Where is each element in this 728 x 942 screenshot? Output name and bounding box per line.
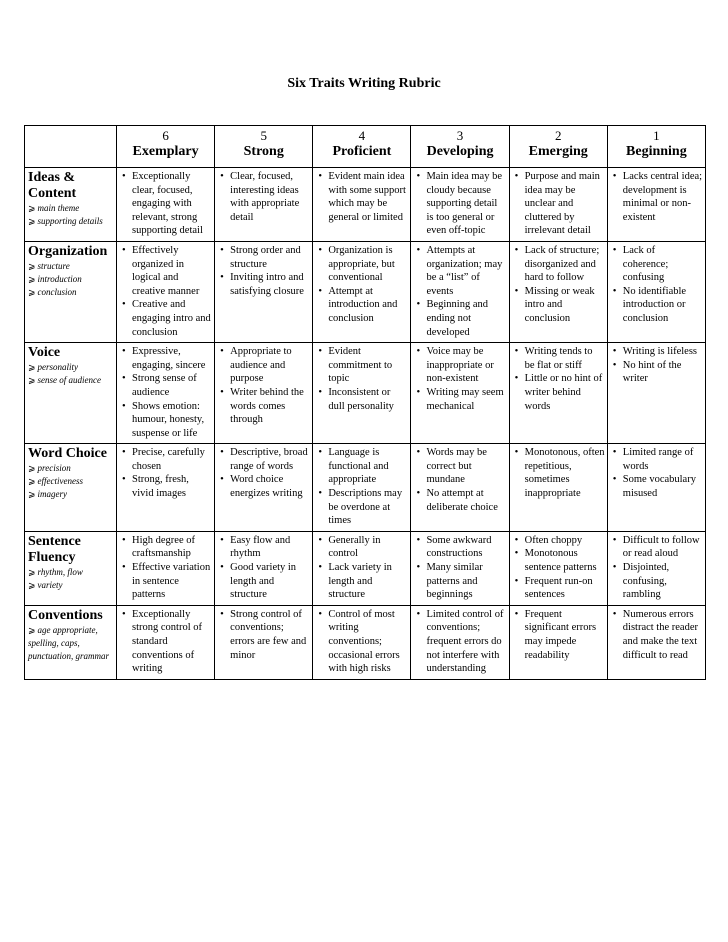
rubric-table <box>24 125 706 680</box>
trait-subtopic <box>28 462 114 475</box>
descriptor-item: • Organization is appropriate, but conventional <box>316 244 408 285</box>
level-header <box>607 126 705 168</box>
descriptor-item: • Main idea may be cloudy because supporting detail is too general or even off-topic <box>414 170 506 238</box>
arrow-bullet-icon: ⩾ <box>28 362 36 373</box>
descriptor-item: • Creative and engaging intro and conclusion <box>120 298 212 339</box>
level-score: 4 <box>358 128 366 143</box>
trait-name: Sentence Fluency <box>28 533 81 565</box>
descriptor-cell <box>607 168 705 242</box>
descriptor-item: • Descriptive, broad range of words <box>218 446 310 473</box>
descriptor-cell <box>215 343 313 444</box>
trait-subtopic <box>28 361 114 374</box>
descriptor-item: • Effectively organized in logical and creative manner <box>120 244 212 298</box>
descriptor-list <box>218 244 310 298</box>
descriptor-item: • Lack variety in length and structure <box>316 561 408 602</box>
descriptor-list <box>414 170 506 238</box>
trait-subtopic <box>28 374 114 387</box>
descriptor-list <box>316 446 408 528</box>
level-label: Emerging <box>528 144 588 159</box>
trait-subtopic-label: personality <box>37 362 79 373</box>
trait-subtopic <box>28 286 114 299</box>
rubric-row <box>25 444 706 532</box>
descriptor-item: • Attempts at organization; may be a “list” of events <box>414 244 506 298</box>
descriptor-list <box>414 446 506 514</box>
descriptor-list <box>611 534 703 602</box>
descriptor-item: • Exceptionally clear, focused, engaging with relevant, strong supporting detail <box>120 170 212 238</box>
descriptor-item: • Lack of coherence; confusing <box>611 244 703 285</box>
trait-name: Conventions <box>28 607 103 623</box>
descriptor-cell <box>215 605 313 679</box>
descriptor-list <box>218 170 310 224</box>
descriptor-cell <box>313 168 411 242</box>
trait-subtopic <box>28 475 114 488</box>
trait-subtopic-label: imagery <box>37 489 68 500</box>
trait-cell <box>25 343 117 444</box>
trait-subtopic-label: introduction <box>37 273 82 284</box>
descriptor-cell <box>607 531 705 605</box>
level-label: Developing <box>426 144 494 159</box>
descriptor-item: • Strong control of conventions; errors are few and minor <box>218 608 310 662</box>
arrow-bullet-icon: ⩾ <box>28 260 36 271</box>
descriptor-list <box>611 446 703 500</box>
descriptor-cell <box>411 343 509 444</box>
level-label: Exemplary <box>132 144 199 159</box>
trait-subtopic <box>28 215 114 228</box>
descriptor-list <box>414 244 506 339</box>
trait-subtopic-label: main theme <box>37 203 80 213</box>
trait-cell <box>25 168 117 242</box>
descriptor-item: • Limited range of words <box>611 446 703 473</box>
descriptor-item: • Descriptions may be overdone at times <box>316 487 408 528</box>
level-header <box>313 126 411 168</box>
level-score: 2 <box>554 128 562 143</box>
trait-subtopic-label: age appropriate, spelling, caps, punctuation, grammar <box>28 624 109 661</box>
descriptor-list <box>513 608 605 662</box>
trait-subtopic-label: supporting details <box>37 216 103 226</box>
descriptor-item: • Language is functional and appropriate <box>316 446 408 487</box>
trait-subtopic-label: sense of audience <box>37 375 102 386</box>
descriptor-item: • Writing is lifeless <box>611 345 703 359</box>
descriptor-cell <box>411 241 509 342</box>
descriptor-list <box>414 608 506 676</box>
descriptor-item: • Difficult to follow or read aloud <box>611 534 703 561</box>
descriptor-list <box>120 534 212 602</box>
trait-subtopic-label: structure <box>37 260 70 271</box>
descriptor-list <box>414 534 506 602</box>
trait-name: Word Choice <box>28 446 107 462</box>
trait-name: Ideas & Content <box>28 170 77 201</box>
descriptor-item: • Precise, carefully chosen <box>120 446 212 473</box>
descriptor-list <box>120 345 212 440</box>
trait-subtopic-label: rhythm, flow <box>37 566 83 577</box>
level-header <box>509 126 607 168</box>
descriptor-item: • Frequent significant errors may impede readability <box>513 608 605 662</box>
descriptor-cell <box>509 168 607 242</box>
descriptor-item: • Inviting intro and satisfying closure <box>218 271 310 298</box>
descriptor-cell <box>607 605 705 679</box>
descriptor-list <box>611 345 703 386</box>
descriptor-item: • Frequent run-on sentences <box>513 575 605 602</box>
descriptor-item: • Missing or weak intro and conclusion <box>513 285 605 326</box>
trait-subtopic <box>28 488 114 501</box>
descriptor-cell <box>117 241 215 342</box>
descriptor-item: • Appropriate to audience and purpose <box>218 345 310 386</box>
level-label: Strong <box>243 144 284 159</box>
descriptor-cell <box>313 444 411 532</box>
descriptor-cell <box>215 444 313 532</box>
trait-cell <box>25 531 117 605</box>
descriptor-cell <box>411 531 509 605</box>
trait-subtopic <box>28 260 114 273</box>
trait-subtopic-label: precision <box>37 463 71 474</box>
arrow-bullet-icon: ⩾ <box>28 579 36 590</box>
arrow-bullet-icon: ⩾ <box>28 216 36 226</box>
rubric-row <box>25 605 706 679</box>
trait-subtopic <box>28 579 114 592</box>
descriptor-cell <box>411 168 509 242</box>
descriptor-cell <box>313 241 411 342</box>
descriptor-item: • Good variety in length and structure <box>218 561 310 602</box>
descriptor-item: • Strong order and structure <box>218 244 310 271</box>
descriptor-cell <box>509 343 607 444</box>
descriptor-cell <box>117 531 215 605</box>
descriptor-item: • Many similar patterns and beginnings <box>414 561 506 602</box>
descriptor-item: • Little or no hint of writer behind words <box>513 372 605 413</box>
trait-subtopic <box>28 273 114 286</box>
descriptor-item: • Lack of structure; disorganized and hard to follow <box>513 244 605 285</box>
descriptor-cell <box>411 605 509 679</box>
descriptor-list <box>316 345 408 413</box>
level-score: 5 <box>260 128 267 143</box>
descriptor-item: • Some awkward constructions <box>414 534 506 561</box>
descriptor-cell <box>509 444 607 532</box>
descriptor-item: • Writing may seem mechanical <box>414 386 506 413</box>
descriptor-list <box>611 244 703 326</box>
descriptor-item: • Beginning and ending not developed <box>414 298 506 339</box>
level-header <box>411 126 509 168</box>
descriptor-list <box>611 608 703 662</box>
descriptor-cell <box>215 241 313 342</box>
descriptor-cell <box>607 241 705 342</box>
descriptor-item: • Disjointed, confusing, rambling <box>611 561 703 602</box>
rubric-row <box>25 531 706 605</box>
descriptor-item: • Writer behind the words comes through <box>218 386 310 427</box>
descriptor-item: • Shows emotion: humour, honesty, suspense or life <box>120 400 212 441</box>
corner-cell <box>25 126 117 168</box>
descriptor-item: • Effective variation in sentence patterns <box>120 561 212 602</box>
level-score: 6 <box>162 128 169 143</box>
level-header <box>215 126 313 168</box>
descriptor-item: • Purpose and main idea may be unclear and cluttered by irrelevant detail <box>513 170 605 238</box>
rubric-row <box>25 343 706 444</box>
level-score: 3 <box>456 128 464 143</box>
descriptor-cell <box>117 168 215 242</box>
arrow-bullet-icon: ⩾ <box>28 476 36 487</box>
descriptor-list <box>513 170 605 238</box>
descriptor-cell <box>313 605 411 679</box>
level-label: Proficient <box>332 144 392 159</box>
descriptor-cell <box>117 343 215 444</box>
descriptor-item: • Attempt at introduction and conclusion <box>316 285 408 326</box>
descriptor-item: • Limited control of conventions; frequent errors do not interfere with understanding <box>414 608 506 676</box>
arrow-bullet-icon: ⩾ <box>28 273 36 284</box>
arrow-bullet-icon: ⩾ <box>28 463 36 474</box>
arrow-bullet-icon: ⩾ <box>28 203 36 213</box>
descriptor-item: • Monotonous sentence patterns <box>513 547 605 574</box>
descriptor-cell <box>215 168 313 242</box>
descriptor-item: • Some vocabulary misused <box>611 473 703 500</box>
descriptor-item: • Numerous errors distract the reader and make the text difficult to read <box>611 608 703 662</box>
descriptor-cell <box>509 241 607 342</box>
descriptor-list <box>120 244 212 339</box>
descriptor-item: • No identifiable introduction or conclusion <box>611 285 703 326</box>
trait-cell <box>25 605 117 679</box>
descriptor-list <box>120 608 212 676</box>
descriptor-list <box>316 608 408 676</box>
descriptor-list <box>218 608 310 662</box>
descriptor-item: • Lacks central idea; development is minimal or non-existent <box>611 170 703 224</box>
descriptor-list <box>120 446 212 500</box>
page-title: Six Traits Writing Rubric <box>287 76 441 91</box>
descriptor-list <box>316 244 408 326</box>
descriptor-item: • Control of most writing conventions; occasional errors with high risks <box>316 608 408 676</box>
descriptor-cell <box>607 444 705 532</box>
descriptor-item: • Inconsistent or dull personality <box>316 386 408 413</box>
descriptor-cell <box>509 605 607 679</box>
descriptor-item: • Generally in control <box>316 534 408 561</box>
descriptor-item: • Often choppy <box>513 534 605 548</box>
arrow-bullet-icon: ⩾ <box>28 489 36 500</box>
trait-subtopic-label: conclusion <box>37 286 77 297</box>
descriptor-cell <box>313 343 411 444</box>
descriptor-item: • Voice may be inappropriate or non-existent <box>414 345 506 386</box>
descriptor-cell <box>411 444 509 532</box>
trait-subtopic <box>28 566 114 579</box>
descriptor-item: • Clear, focused, interesting ideas with appropriate detail <box>218 170 310 224</box>
descriptor-list <box>513 345 605 413</box>
descriptor-item: • Exceptionally strong control of standard conventions of writing <box>120 608 212 676</box>
trait-cell <box>25 444 117 532</box>
descriptor-list <box>414 345 506 413</box>
descriptor-cell <box>607 343 705 444</box>
descriptor-list <box>513 446 605 500</box>
descriptor-list <box>513 244 605 326</box>
descriptor-item: • Easy flow and rhythm <box>218 534 310 561</box>
descriptor-item: • Monotonous, often repetitious, sometimes inappropriate <box>513 446 605 500</box>
trait-cell <box>25 241 117 342</box>
trait-name: Voice <box>28 345 61 361</box>
descriptor-list <box>316 534 408 602</box>
descriptor-list <box>120 170 212 238</box>
trait-subtopic <box>28 624 114 663</box>
descriptor-list <box>218 446 310 500</box>
rubric-row <box>25 168 706 242</box>
descriptor-list <box>218 345 310 427</box>
level-header <box>117 126 215 168</box>
descriptor-item: • Strong sense of audience <box>120 372 212 399</box>
descriptor-item: • No hint of the writer <box>611 359 703 386</box>
arrow-bullet-icon: ⩾ <box>28 566 36 577</box>
descriptor-item: • High degree of craftsmanship <box>120 534 212 561</box>
level-label: Beginning <box>626 144 687 159</box>
descriptor-item: • Writing tends to be flat or stiff <box>513 345 605 372</box>
rubric-row <box>25 241 706 342</box>
descriptor-cell <box>117 605 215 679</box>
descriptor-cell <box>509 531 607 605</box>
descriptor-list <box>611 170 703 224</box>
descriptor-item: • Word choice energizes writing <box>218 473 310 500</box>
arrow-bullet-icon: ⩾ <box>28 624 36 635</box>
descriptor-list <box>218 534 310 602</box>
arrow-bullet-icon: ⩾ <box>28 286 36 297</box>
descriptor-item: • Evident commitment to topic <box>316 345 408 386</box>
descriptor-cell <box>215 531 313 605</box>
arrow-bullet-icon: ⩾ <box>28 375 36 386</box>
descriptor-item: • Words may be correct but mundane <box>414 446 506 487</box>
trait-name: Organization <box>28 243 108 259</box>
level-score: 1 <box>653 128 660 143</box>
trait-subtopic-label: variety <box>37 579 63 590</box>
descriptor-list <box>316 170 408 224</box>
descriptor-cell <box>117 444 215 532</box>
header-row <box>25 126 706 168</box>
descriptor-list <box>513 534 605 602</box>
descriptor-item: • Evident main idea with some support which may be general or limited <box>316 170 408 224</box>
descriptor-item: • No attempt at deliberate choice <box>414 487 506 514</box>
trait-subtopic-label: effectiveness <box>37 476 84 487</box>
trait-subtopic <box>28 202 114 215</box>
descriptor-item: • Strong, fresh, vivid images <box>120 473 212 500</box>
descriptor-item: • Expressive, engaging, sincere <box>120 345 212 372</box>
descriptor-cell <box>313 531 411 605</box>
